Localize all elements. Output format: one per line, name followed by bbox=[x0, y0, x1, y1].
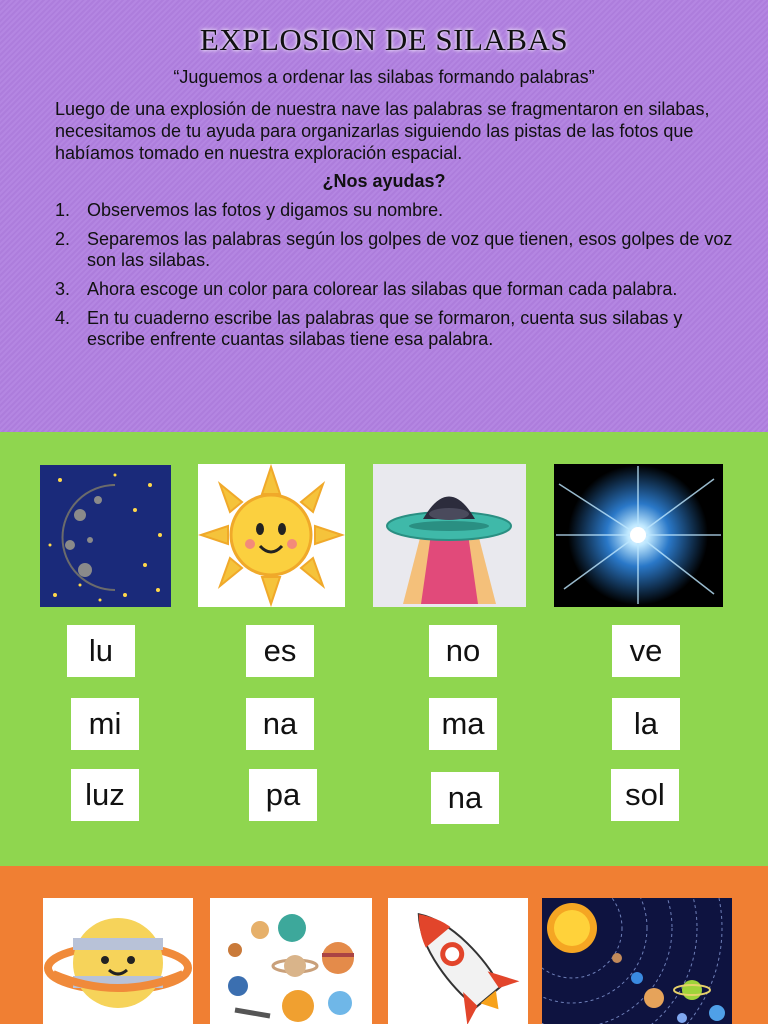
syllable-card: ma bbox=[429, 698, 497, 750]
list-item bbox=[55, 308, 735, 350]
steps-list bbox=[55, 200, 735, 358]
planets-icon bbox=[210, 898, 372, 1024]
step-number: 1. bbox=[55, 200, 71, 220]
solar-system-image bbox=[542, 898, 732, 1024]
page-title: EXPLOSION DE SILABAS bbox=[199, 22, 569, 57]
planets-image bbox=[210, 898, 372, 1024]
solar-system-icon bbox=[542, 898, 732, 1024]
step-number: 4. bbox=[55, 308, 71, 328]
moon-icon bbox=[40, 465, 171, 607]
question-heading: ¿Nos ayudas? bbox=[322, 171, 446, 191]
activity-section bbox=[0, 432, 768, 866]
sun-icon bbox=[198, 464, 345, 607]
rocket-image bbox=[388, 898, 528, 1024]
step-text: Observemos las fotos y digamos su nombre. bbox=[87, 200, 444, 220]
syllable-card: sol bbox=[611, 769, 679, 821]
syllable-card: mi bbox=[71, 698, 139, 750]
syllable-card: ve bbox=[612, 625, 680, 677]
step-text: Ahora escoge un color para colorear las silabas que forman cada palabra. bbox=[87, 279, 678, 299]
list-item bbox=[55, 200, 735, 221]
moon-image bbox=[40, 465, 171, 607]
star-burst-icon bbox=[554, 464, 723, 607]
step-text: En tu cuaderno escribe las palabras que se formaron, cuenta sus silabas y escribe enfrente cuantas silabas tiene esa palabra. bbox=[87, 308, 683, 349]
syllable-card: na bbox=[431, 772, 499, 824]
sun-image bbox=[198, 464, 345, 607]
syllable-card: la bbox=[612, 698, 680, 750]
planet-saturn-image bbox=[43, 898, 193, 1024]
ufo-icon bbox=[373, 464, 526, 607]
subtitle: “Juguemos a ordenar las silabas formando palabras” bbox=[173, 67, 595, 87]
intro-paragraph: Luego de una explosión de nuestra nave las palabras se fragmentaron en silabas, necesitamos de tu ayuda para organizarlas siguiendo las pistas de las fotos que habíamos tomado en nuestra exploración espacial. bbox=[55, 99, 710, 163]
bottom-images-section bbox=[0, 866, 768, 1024]
syllable-card: luz bbox=[71, 769, 139, 821]
rocket-icon bbox=[388, 898, 528, 1024]
step-number: 3. bbox=[55, 279, 71, 299]
syllable-card: lu bbox=[67, 625, 135, 677]
saturn-icon bbox=[43, 898, 193, 1024]
step-number: 2. bbox=[55, 229, 71, 249]
syllable-card: no bbox=[429, 625, 497, 677]
instructions-section bbox=[0, 0, 768, 432]
list-item bbox=[55, 279, 735, 300]
syllable-card: na bbox=[246, 698, 314, 750]
list-item bbox=[55, 229, 735, 271]
star-burst-image bbox=[554, 464, 723, 607]
syllable-card: pa bbox=[249, 769, 317, 821]
step-text: Separemos las palabras según los golpes de voz que tienen, esos golpes de voz son las silabas. bbox=[87, 229, 733, 270]
ufo-image bbox=[373, 464, 526, 607]
syllable-card: es bbox=[246, 625, 314, 677]
